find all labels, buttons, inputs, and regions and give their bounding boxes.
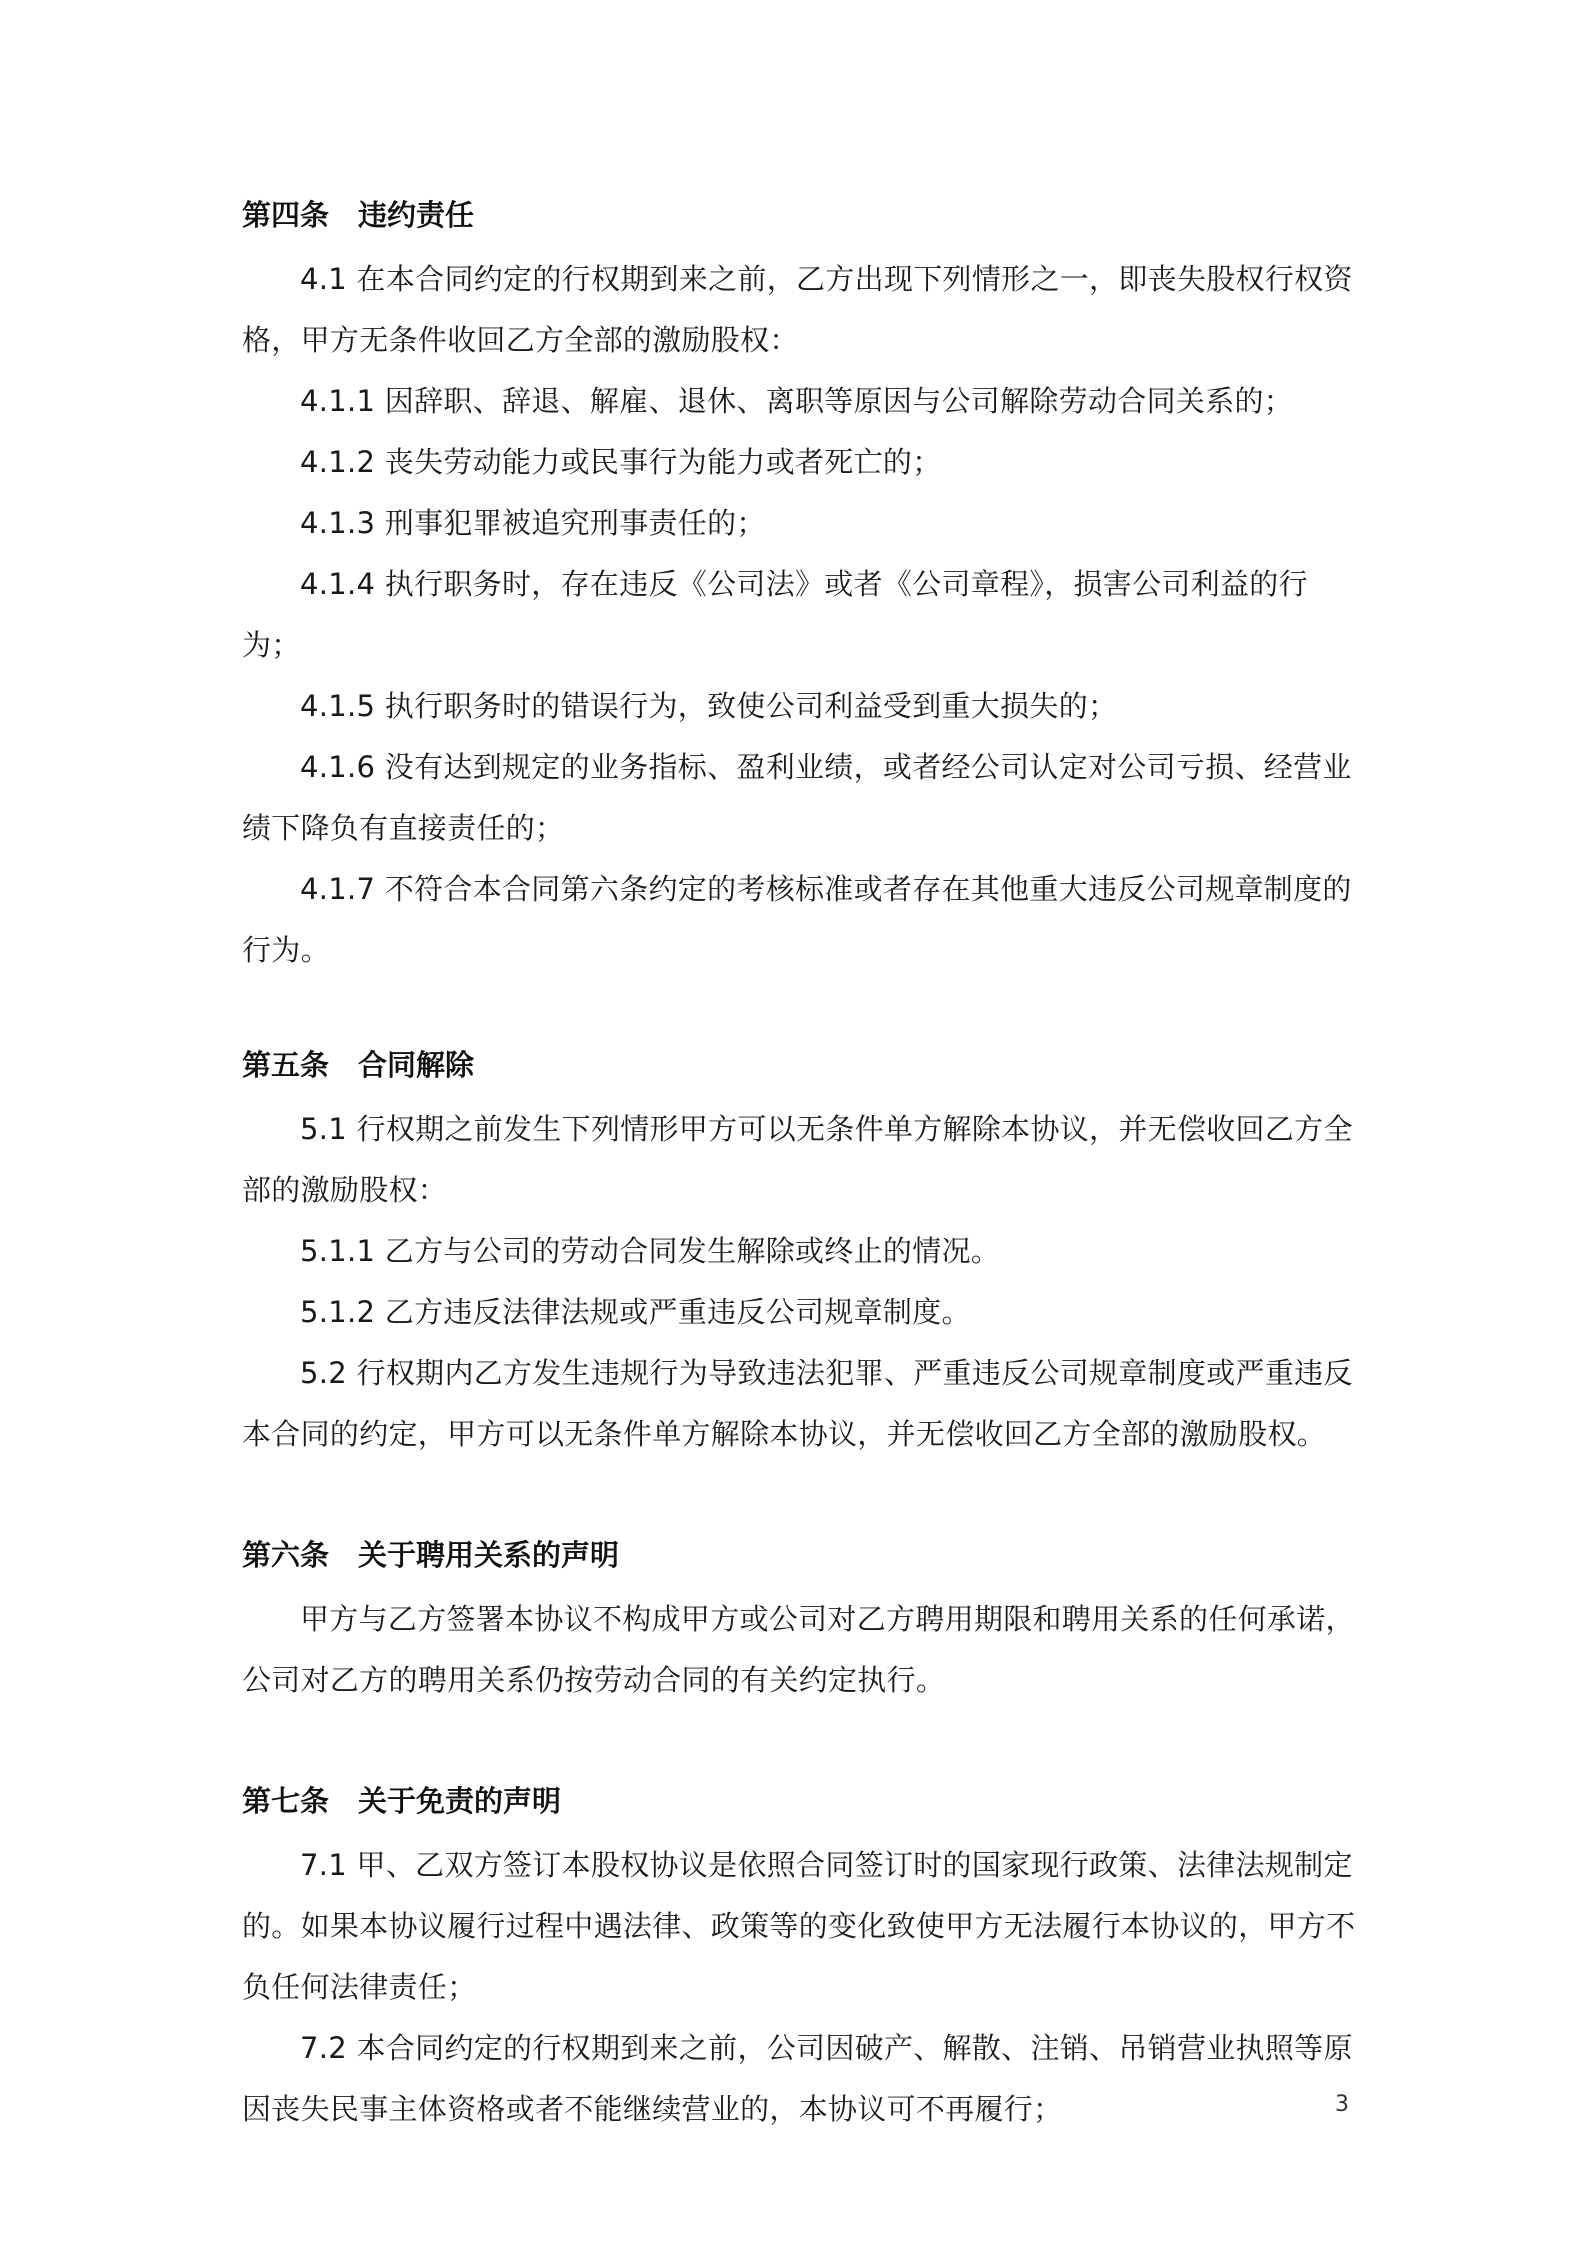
- section-article-5: [242, 1045, 1362, 1465]
- clause-4-1: 4.1 在本合同约定的行权期到来之前，乙方出现下列情形之一，即丧失股权行权资格，甲方无条件收回乙方全部的激励股权：: [242, 262, 1353, 357]
- section-article-7: [242, 1781, 1362, 2140]
- clause-7-2: 7.2 本合同约定的行权期到来之前，公司因破产、解散、注销、吊销营业执照等原因丧失民事主体资格或者不能继续营业的，本协议可不再履行；: [242, 2031, 1353, 2126]
- document-body: [242, 195, 1362, 2140]
- section-title: 第七条 关于免责的声明: [242, 1784, 562, 1818]
- section-article-6: [242, 1535, 1362, 1711]
- clause-5-2: 5.2 行权期内乙方发生违规行为导致违法犯罪、严重违反公司规章制度或严重违反本合同的约定，甲方可以无条件单方解除本协议，并无偿收回乙方全部的激励股权。: [242, 1356, 1353, 1451]
- clause-4-1-4: 4.1.4 执行职务时，存在违反《公司法》或者《公司章程》，损害公司利益的行为；: [242, 567, 1308, 662]
- clause-5-1-2: 5.1.2 乙方违反法律法规或严重违反公司规章制度。: [300, 1295, 971, 1329]
- clause-4-1-5: 4.1.5 执行职务时的错误行为，致使公司利益受到重大损失的；: [300, 689, 1118, 723]
- employment-statement: 甲方与乙方签署本协议不构成甲方或公司对乙方聘用期限和聘用关系的任何承诺，公司对乙方的聘用关系仍按劳动合同的有关约定执行。: [242, 1602, 1355, 1697]
- page-number: 3: [1335, 2092, 1349, 2117]
- section-title: 第六条 关于聘用关系的声明: [242, 1538, 620, 1572]
- clause-4-1-6: 4.1.6 没有达到规定的业务指标、盈利业绩，或者经公司认定对公司亏损、经营业绩下降负有直接责任的；: [242, 750, 1352, 845]
- clause-4-1-2: 4.1.2 丧失劳动能力或民事行为能力或者死亡的；: [300, 445, 942, 479]
- clause-4-1-1: 4.1.1 因辞职、辞退、解雇、退休、离职等原因与公司解除劳动合同关系的；: [300, 384, 1294, 418]
- section-title: 第四条 违约责任: [242, 198, 475, 232]
- section-title: 第五条 合同解除: [242, 1048, 475, 1082]
- section-article-4: [242, 195, 1362, 981]
- clause-5-1-1: 5.1.1 乙方与公司的劳动合同发生解除或终止的情况。: [300, 1234, 1001, 1268]
- clause-4-1-3: 4.1.3 刑事犯罪被追究刑事责任的；: [300, 506, 766, 540]
- clause-4-1-7: 4.1.7 不符合本合同第六条约定的考核标准或者存在其他重大违反公司规章制度的行为。: [242, 872, 1352, 967]
- clause-7-1: 7.1 甲、乙双方签订本股权协议是依照合同签订时的国家现行政策、法律法规制定的。如果本协议履行过程中遇法律、政策等的变化致使甲方无法履行本协议的，甲方不负任何法律责任；: [242, 1848, 1356, 2004]
- clause-5-1: 5.1 行权期之前发生下列情形甲方可以无条件单方解除本协议，并无偿收回乙方全部的激励股权：: [242, 1112, 1353, 1207]
